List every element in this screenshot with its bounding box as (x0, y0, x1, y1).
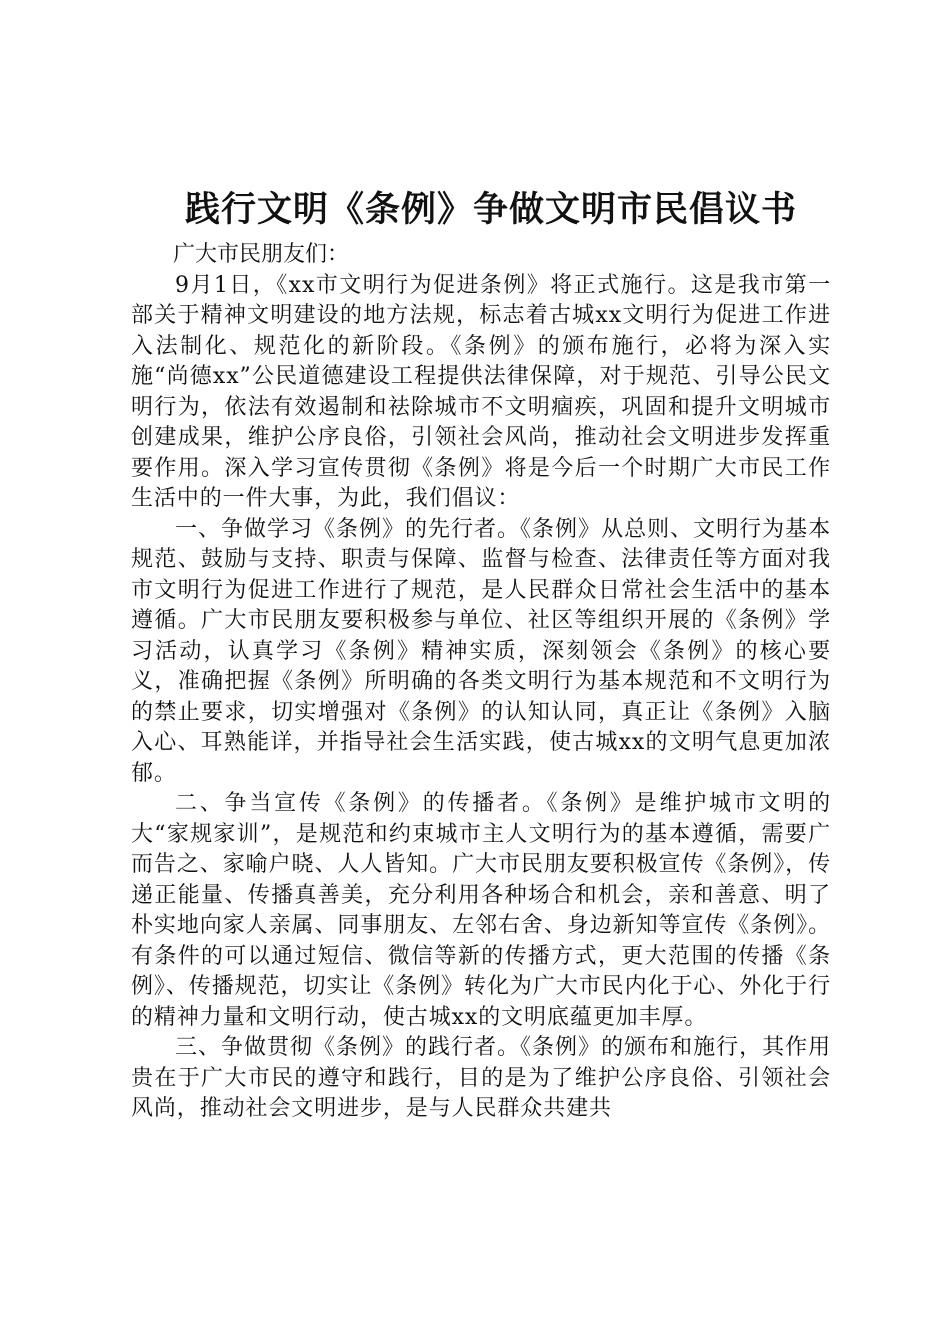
document-page (131, 186, 831, 1125)
salutation: 广大市民朋友们： (173, 242, 350, 267)
paragraph-proposal-2: 二、争当宣传《条例》的传播者。《条例》是维护城市文明的大“家规家训”，是规范和约束城市主人文明行为的基本遵循，需要广而告之、家喻户晓、人人皆知。广大市民朋友要积极宣传《条例》，传递正能量、传播真善美，充分利用各种场合和机会，亲和善意、明了朴实地向家人亲属、同事朋友、左邻右舍、身边新知等宣传《条例》。有条件的可以通过短信、微信等新的传播方式，更大范围的传播《条例》、传播规范，切实让《条例》转化为广大市民内化于心、外化于行的精神力量和文明行动，使古城xx的文明底蕴更加丰厚。 (131, 791, 831, 1030)
paragraph-proposal-3: 三、争做贯彻《条例》的践行者。《条例》的颁布和施行，其作用贵在于广大市民的遵守和践行，目的是为了维护公序良俗、引领社会风尚，推动社会文明进步，是与人民群众共建共 (131, 1035, 831, 1121)
document-title: 践行文明《条例》争做文明市民倡议书 (184, 190, 797, 230)
paragraph-proposal-1: 一、争做学习《条例》的先行者。《条例》从总则、文明行为基本规范、鼓励与支持、职责与保障、监督与检查、法律责任等方面对我市文明行为促进工作进行了规范，是人民群众日常社会生活中的基本遵循。广大市民朋友要积极参与单位、社区等组织开展的《条例》学习活动，认真学习《条例》精神实质，深刻领会《条例》的核心要义，准确把握《条例》所明确的各类文明行为基本规范和不文明行为的禁止要求，切实增强对《条例》的认知认同，真正让《条例》入脑入心、耳熟能详，并指导社会生活实践，使古城xx的文明气息更加浓郁。 (131, 516, 831, 786)
paragraph-intro: 9月1日，《xx市文明行为促进条例》将正式施行。这是我市第一部关于精神文明建设的地方法规，标志着古城xx文明行为促进工作进入法制化、规范化的新阶段。《条例》的颁布施行，必将为深入实施“尚德xx”公民道德建设工程提供法律保障，对于规范、引导公民文明行为，依法有效遏制和祛除城市不文明痼疾，巩固和提升文明城市创建成果，维护公序良俗，引领社会风尚，推动社会文明进步发挥重要作用。深入学习宣传贯彻《条例》将是今后一个时期广大市民工作生活中的一件大事，为此，我们倡议： (131, 272, 831, 511)
